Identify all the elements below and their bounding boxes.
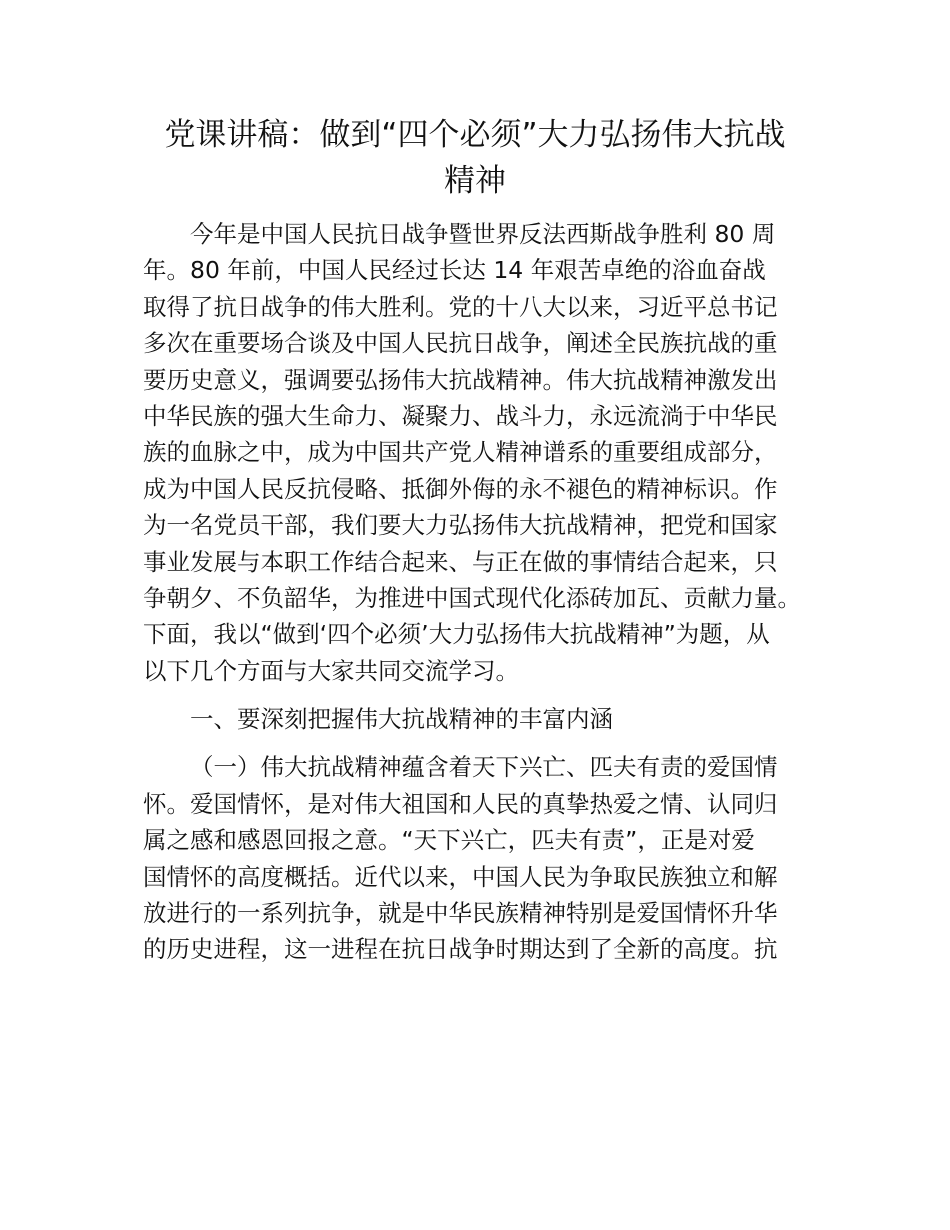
text-line: 今年是中国人民抗日战争暨世界反法西斯战争胜利 80 周 [190, 220, 776, 248]
text-line: 取得了抗日战争的伟大胜利。党的十八大以来，习近平总书记 [143, 292, 778, 321]
text-line: 国情怀的高度概括。近代以来，中国人民为争取民族独立和解 [143, 862, 778, 891]
text-line: 要历史意义，强调要弘扬伟大抗战精神。伟大抗战精神激发出 [143, 365, 778, 394]
title-line: 党课讲稿：做到“四个必须”大力弘扬伟大抗战 [164, 117, 786, 153]
text-line: 年。80 年前，中国人民经过长达 14 年艰苦卓绝的浴血奋战 [143, 256, 766, 285]
section-heading [143, 701, 825, 737]
paragraph-spacer [143, 689, 825, 701]
text-line: 中华民族的强大生命力、凝聚力、战斗力，永远流淌于中华民 [143, 401, 778, 430]
text-line: 下面，我以“做到‘四个必须’大力弘扬伟大抗战精神”为题，从 [143, 620, 770, 649]
paragraph-intro [143, 216, 825, 689]
text-line: 多次在重要场合谈及中国人民抗日战争，阐述全民族抗战的重 [143, 329, 778, 358]
text-line: 属之感和感恩回报之意。“天下兴亡，匹夫有责”，正是对爱 [143, 826, 755, 855]
text-line: 为一名党员干部，我们要大力弘扬伟大抗战精神，把党和国家 [143, 511, 778, 540]
document-title [130, 112, 820, 204]
text-line: 争朝夕、不负韶华，为推进中国式现代化添砖加瓦、贡献力量。 [143, 583, 801, 612]
text-line: 放进行的一系列抗争，就是中华民族精神特别是爱国情怀升华 [143, 899, 778, 928]
paragraph-section-1 [143, 749, 825, 967]
text-line: 怀。爱国情怀，是对伟大祖国和人民的真挚热爱之情、认同归 [143, 789, 778, 818]
text-line: （一）伟大抗战精神蕴含着天下兴亡、匹夫有责的爱国情 [190, 753, 778, 782]
text-line: 的历史进程，这一进程在抗日战争时期达到了全新的高度。抗 [143, 935, 778, 964]
title-line: 精神 [444, 163, 506, 199]
text-line: 成为中国人民反抗侵略、抵御外侮的永不褪色的精神标识。作 [143, 474, 778, 503]
text-line: 以下几个方面与大家共同交流学习。 [143, 656, 519, 685]
document-body [143, 216, 825, 968]
text-line: 族的血脉之中，成为中国共产党人精神谱系的重要组成部分， [143, 438, 778, 467]
heading-line: 一、要深刻把握伟大抗战精神的丰富内涵 [190, 705, 613, 734]
text-line: 事业发展与本职工作结合起来、与正在做的事情结合起来，只 [143, 547, 778, 576]
paragraph-spacer [143, 737, 825, 749]
